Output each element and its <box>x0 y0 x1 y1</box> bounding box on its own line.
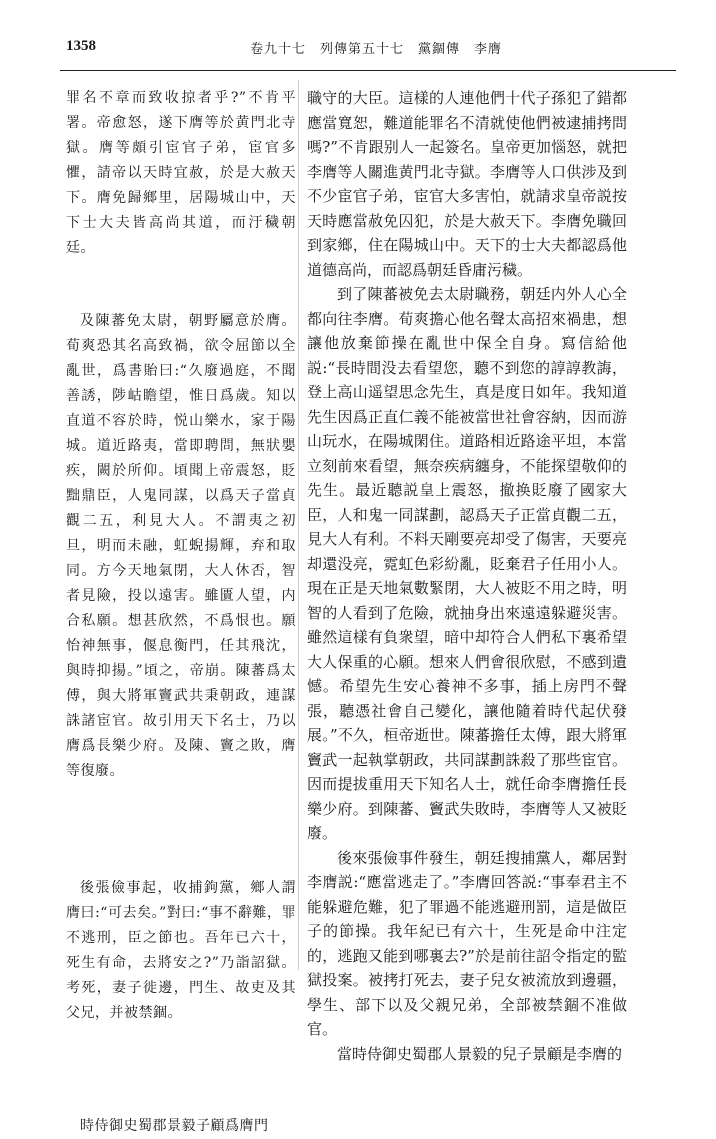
paragraph-spacer <box>66 784 296 876</box>
classical-text-column <box>66 86 296 1139</box>
paragraph-spacer <box>66 261 296 309</box>
translation-paragraph-1: 職守的大臣。這樣的人連他們十代子孫犯了錯都應當寬恕，難道能罪名不清就使他們被逮捕拷問嗎?”不肯跟别人一起簽名。皇帝更加惱怒，就把李膺等人關進黄門北寺獄。李膺等人口供涉及到不少宦官子弟，宦官大多害怕，就請求皇帝説按天時應當赦免囚犯，於是大赦天下。李膺免職回到家鄉，住在陽城山中。天下的士大夫都認爲他道德高尚，而認爲朝廷昏庸污穢。 <box>307 89 627 279</box>
running-header: 卷九十七 列傳第五十七 黨錮傳 李膺 <box>250 42 503 57</box>
classical-paragraph-4: 時侍御史蜀郡景毅子顧爲膺門 <box>80 1118 269 1134</box>
classical-paragraph-2: 及陳蕃免太尉，朝野屬意於膺。荀爽恐其名高致禍，欲令屈節以全亂世，爲書貽曰:“久廢過庭，不聞善誘，陟岵瞻望，惟日爲歲。知以直道不容於時，悦山樂水，家于陽城。道近路夷，當即聘問，無狀嬰疾，闕於所仰。頃聞上帝震怒，貶黜鼎臣，人鬼同謀，以爲天子當貞觀二五，利見大人。不謂夷之初旦，明而未融，虹蜺揚輝，弃和取同。方今天地氣閉，大人休否，智者見險，投以遠害。雖匱人望，内合私願。想甚欣然，不爲恨也。願怡神無事，偃息衡門，任其飛沈，與時抑揚。”頃之，帝崩。陳蕃爲太傅，與大將軍竇武共秉朝政，連謀誅諸宦官。故引用天下名士，乃以膺爲長樂少府。及陳、竇之敗，膺等復廢。 <box>66 313 296 779</box>
classical-paragraph-3: 後張儉事起，收捕鉤黨，鄉人謂膺曰:“可去矣。”對曰:“事不辭難，罪不逃刑，臣之節也。吾年已六十，死生有命，去將安之?”乃詣詔獄。考死，妻子徙邊，門生、故吏及其父兄，并被禁錮。 <box>66 880 296 1021</box>
translation-paragraph-3: 後來張儉事件發生，朝廷搜捕黨人，鄰居對李膺説:“應當逃走了。”李膺回答説:“事奉君主不能躲避危難，犯了罪過不能逃避刑罰，這是做臣子的節操。我年紀已有六十，生死是命中注定的，逃跑又能到哪裏去?”於是前往詔令指定的監獄投案。被拷打死去，妻子兒女被流放到邊疆，學生、部下以及父親兄弟，全部被禁錮不准做官。 <box>307 848 627 1038</box>
page-number: 1358 <box>66 38 96 54</box>
classical-paragraph-1: 罪名不章而致收掠者乎?”不肯平署。帝愈怒，遂下膺等於黄門北寺獄。膺等頗引宦官子弟，宦官多懼，請帝以天時宜赦，於是大赦天下。膺免歸鄉里，居陽城山中，天下士大夫皆高尚其道，而汙穢朝廷。 <box>66 90 296 256</box>
column-divider <box>298 80 299 970</box>
header-rule <box>60 70 676 71</box>
translation-paragraph-2: 到了陳蕃被免去太尉職務，朝廷内外人心全都向往李膺。荀爽擔心他名聲太高招來禍患，想讓他放棄節操在亂世中保全自身。寫信給他説:“長時間没去看望您，聽不到您的諄諄教誨，登上高山遥望思念先生，真是度日如年。我知道先生因爲正直仁義不能被當世社會容納，因而游山玩水，在陽城閑住。道路相近路途平坦，本當立刻前來看望，無奈疾病纏身，不能探望敬仰的先生。最近聽説皇上震怒，撤换貶廢了國家大臣，人和鬼一同謀劃，認爲天子正當貞觀二五，見大人有利。不料天剛要亮却受了傷害，天要亮却還没亮，霓虹色彩紛亂，貶棄君子任用小人。現在正是天地氣數緊閉，大人被貶不用之時，明智的人看到了危險，就抽身出來遠遠躲避災害。雖然這樣有負衆望，暗中却符合人們私下裏希望大人保重的心願。想來人們會很欣慰，不感到遺憾。希望先生安心養神不多事，插上房門不聲張，聽憑社會自己變化，讓他隨着時代起伏發展。”不久，桓帝逝世。陳蕃擔任太傅，跟大將軍竇武一起執掌朝政，共同謀劃誅殺了那些宦官。因而提拔重用天下知名人士，就任命李膺擔任長樂少府。到陳蕃、竇武失敗時，李膺等人又被貶廢。 <box>307 285 627 842</box>
paragraph-spacer <box>66 1026 296 1114</box>
translation-text-column <box>307 86 627 1066</box>
translation-paragraph-4: 當時侍御史蜀郡人景毅的兒子景顧是李膺的 <box>337 1044 623 1063</box>
